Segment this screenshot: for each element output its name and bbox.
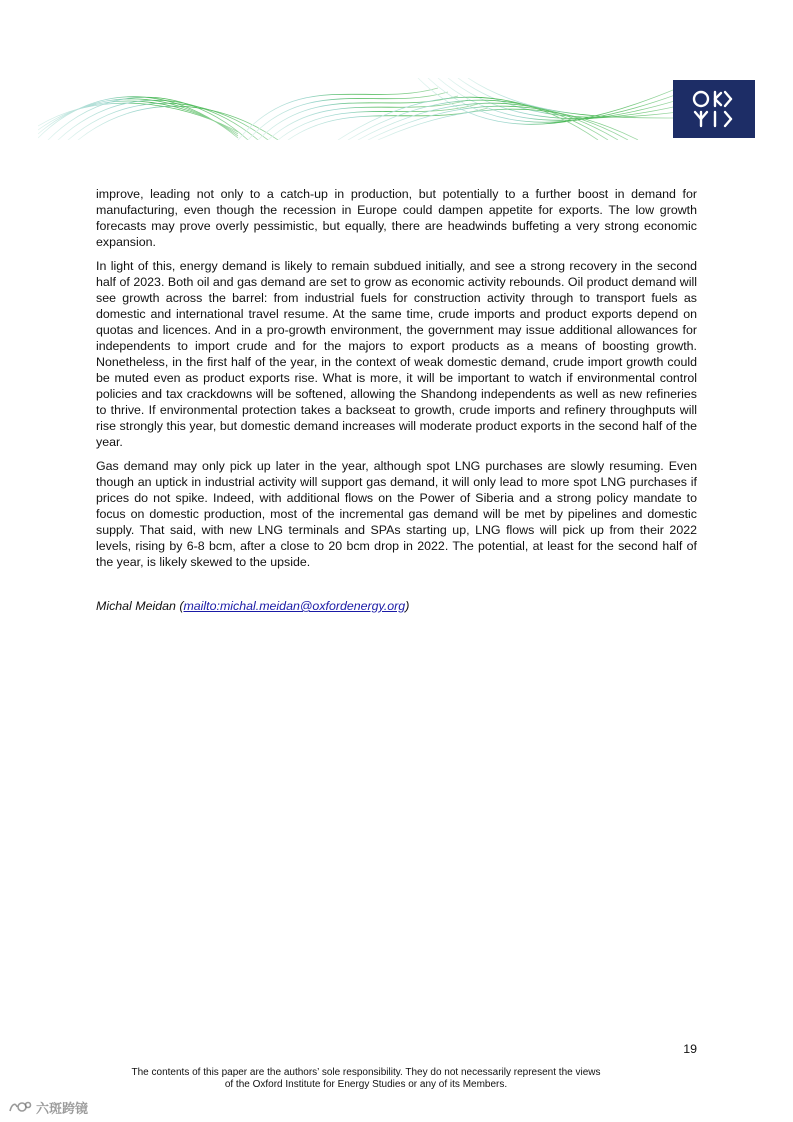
author-email-link[interactable]: mailto:michal.meidan@oxfordenergy.org [183, 599, 406, 613]
author-name: Michal Meidan [96, 599, 176, 613]
watermark [8, 1096, 88, 1118]
paragraph-2: In light of this, energy demand is likely to remain subdued initially, and see a strong recovery in the second half of 2023. Both oil and gas demand are set to grow as economic activity rebounds. Oil product demand will see growth across the barrel: from industrial fuels for construction activity through to transport fuels as domestic and international travel resume. At the same time, crude imports and product exports depend on quotas and licences. And in a pro-growth environment, the government may issue additional allowances for independents to import crude and for the majors to export products as a means of boosting growth. Nonetheless, in the first half of the year, in the context of weak domestic demand, crude import growth could be muted even as product exports rise. What is more, it will be important to watch if environmental control policies and tax crackdowns will be softened, allowing the Shandong independents as well as new refineries to thrive. If environmental protection takes a backseat to growth, crude imports and refinery throughputs will rise strongly this year, but domestic demand increases will moderate product exports in the second half of the year. [96, 259, 697, 449]
oies-logo-icon [691, 89, 737, 129]
watermark-logo-icon [8, 1099, 32, 1115]
author-line [96, 598, 697, 614]
author-open-paren: ( [175, 599, 184, 613]
footer-line-1: The contents of this paper are the authors’ sole responsibility. They do not necessarily represent the views [131, 1067, 601, 1078]
page-number: 19 [683, 1042, 697, 1056]
footer-disclaimer [96, 1067, 636, 1091]
watermark-text: 六斑跨镜 [36, 1100, 89, 1116]
article-body [96, 186, 697, 614]
wave-pattern [38, 78, 678, 140]
paragraph-3: Gas demand may only pick up later in the year, although spot LNG purchases are slowly resuming. Even though an uptick in industrial activity will support gas demand, it will only lead to more spot LNG purchases if prices do not spike. Indeed, with additional flows on the Power of Siberia and a strong policy mandate to focus on domestic production, most of the incremental gas demand will be met by pipelines and domestic supply. That said, with new LNG terminals and SPAs starting up, LNG flows will pick up from their 2022 levels, rising by 6-8 bcm, after a close to 20 bcm drop in 2022. The potential, at least for the second half of the year, is likely skewed to the upside. [96, 459, 697, 569]
author-close-paren: ) [405, 599, 410, 613]
footer-line-2: of the Oxford Institute for Energy Studies or any of its Members. [224, 1079, 508, 1090]
header-banner [38, 78, 756, 140]
paragraph-1: improve, leading not only to a catch-up in production, but potentially to a further boost in demand for manufacturing, even though the recession in Europe could dampen appetite for exports. The low growth forecasts may prove overly pessimistic, but equally, there are headwinds buffeting a very strong economic expansion. [96, 187, 697, 249]
oies-logo [673, 80, 755, 138]
